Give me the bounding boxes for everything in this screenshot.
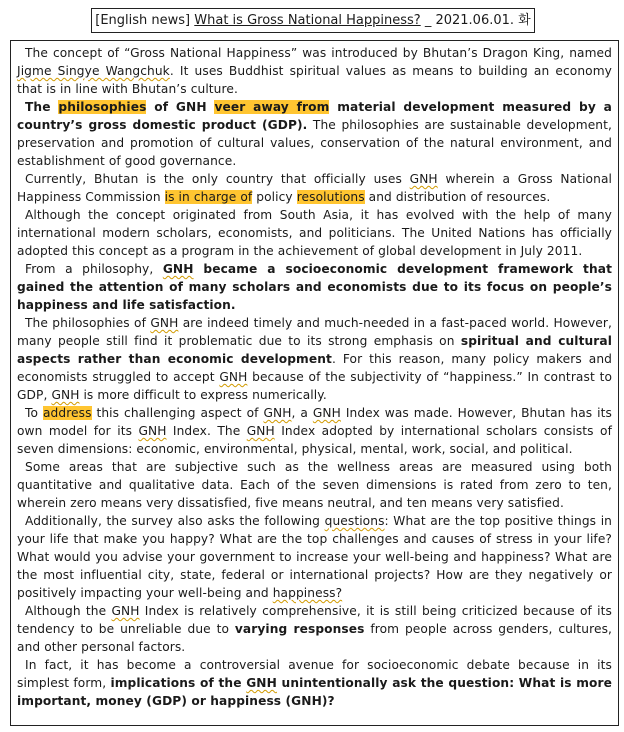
paragraph [17,206,612,260]
text-run: from people across genders, cultures, and other personal factors. [17,622,612,654]
text-run: Additionally, the survey also asks the following [25,514,325,528]
text-run: Some areas that are subjective such as the wellness areas are measured using both quantitative and qualitative data. Each of the seven dimensions is rated from zero to ten, wherein zero means very dissatisfied, five means neutral, and ten means very satisfied. [17,460,612,510]
text-run: policy [252,190,297,204]
text-run: Index. The [166,424,247,438]
article-body [10,40,619,726]
bold-phrase: implications of the [110,676,247,690]
bold-phrase: material development measured by a country’s gross domestic product (GDP). [17,100,612,132]
text-run: The concept of “Gross National Happiness” was introduced by Bhutan’s Dragon King, named [25,46,612,60]
bold-phrase: spiritual and cultural aspects rather than economic development [17,334,612,366]
text-run: because of the subjectivity of “happiness.” In contrast to GDP, [17,370,613,402]
spellcheck-word: GNH [246,424,275,438]
text-run: In fact, it has become a controversial avenue for socioeconomic debate because in its simplest form, [17,658,612,690]
bold-phrase: unintentionally ask the question: What is more important, money (GDP) or happiness (GNH)? [17,676,612,708]
spellcheck-word: GNH [51,388,80,402]
spellcheck-word: questions [324,514,385,528]
paragraph [17,656,612,710]
paragraph [17,98,612,170]
text-run: The philosophies of [25,316,151,330]
text-run: To [25,406,43,420]
text-run: Index is relatively comprehensive, it is still being criticized because of its tendency to be unreliable due to [17,604,612,636]
text-run: : What are the top positive things in your life that make you happy? What are the top challenges and causes of stress in your life? What would you advise your government to increase your well-being and happiness? What are the most influential city, state, federal or international projects? How are they negatively or positively impacting your well-being and [17,514,612,600]
paragraph [17,260,612,314]
paragraph [17,170,612,206]
spellcheck-word: GNH [219,370,248,384]
paragraph [17,44,612,98]
paragraph [17,458,612,512]
spellcheck-word: GNH [162,262,194,276]
text-run: and distribution of resources. [364,190,551,204]
text-run: are indeed timely and much-needed in a fast-paced world. However, many people still find it problematic due to its strong emphasis on [17,316,612,348]
text-run: . It uses Buddhist spiritual values as means to building an economy that is in line with Bhutan’s culture. [17,64,612,96]
text-run: , a [291,406,313,420]
spellcheck-word: GNH [138,424,167,438]
text-run: . For this reason, many policy makers and economists struggled to accept [17,352,612,384]
spellcheck-word: GNH [263,406,292,420]
spellcheck-word: GNH [246,676,277,690]
spellcheck-word: happiness? [272,586,343,600]
text-run: Currently, Bhutan is the only country that officially uses [25,172,410,186]
highlighted-phrase: veer away from [214,100,330,114]
highlighted-phrase: address [42,406,92,420]
spellcheck-word: GNH [111,604,140,618]
title-headline: What is Gross National Happiness? [194,13,421,28]
text-run: Although the concept originated from South Asia, it has evolved with the help of many international modern scholars, economists, and politicians. The United Nations has officially adopted this concept as a program in the achievement of global development in July 2011. [17,208,612,258]
spellcheck-word: GNH [312,406,341,420]
spellcheck-word: Jigme Singye Wangchuk [17,64,170,78]
spellcheck-word: GNH [150,316,179,330]
bold-phrase: varying responses [234,622,365,636]
spellcheck-word: GNH [409,172,438,186]
text-run: Index was made. However, Bhutan has its own model for its [17,406,612,438]
title-date: _ 2021.06.01. 화 [424,13,531,28]
paragraph [17,314,612,404]
text-run: Index adopted by international scholars consists of seven dimensions: economic, environmental, physical, mental, work, social, and political. [17,424,612,456]
title-prefix: [English news] [95,13,191,28]
highlighted-phrase: is in charge of [164,190,253,204]
text-run: this challenging aspect of [91,406,264,420]
paragraph [17,404,612,458]
bold-phrase: became a socioeconomic development framework that gained the attention of many scholars and economists due to its focus on people’s happiness and life satisfaction. [17,262,612,312]
paragraph [17,602,612,656]
paragraph [17,512,612,602]
document-title [91,8,535,33]
bold-phrase: of GNH [146,100,215,114]
highlighted-phrase: philosophies [58,100,147,114]
text-run: wherein a Gross National Happiness Commission [17,172,612,204]
text-run: is more difficult to express numerically. [79,388,327,402]
text-run: The philosophies are sustainable development, preservation and promotion of cultural values, conservation of the natural environment, and establishment of good governance. [17,118,612,168]
text-run: From a philosophy, [25,262,163,276]
text-run: Although the [25,604,112,618]
bold-phrase: The [25,100,59,114]
highlighted-phrase: resolutions [296,190,365,204]
